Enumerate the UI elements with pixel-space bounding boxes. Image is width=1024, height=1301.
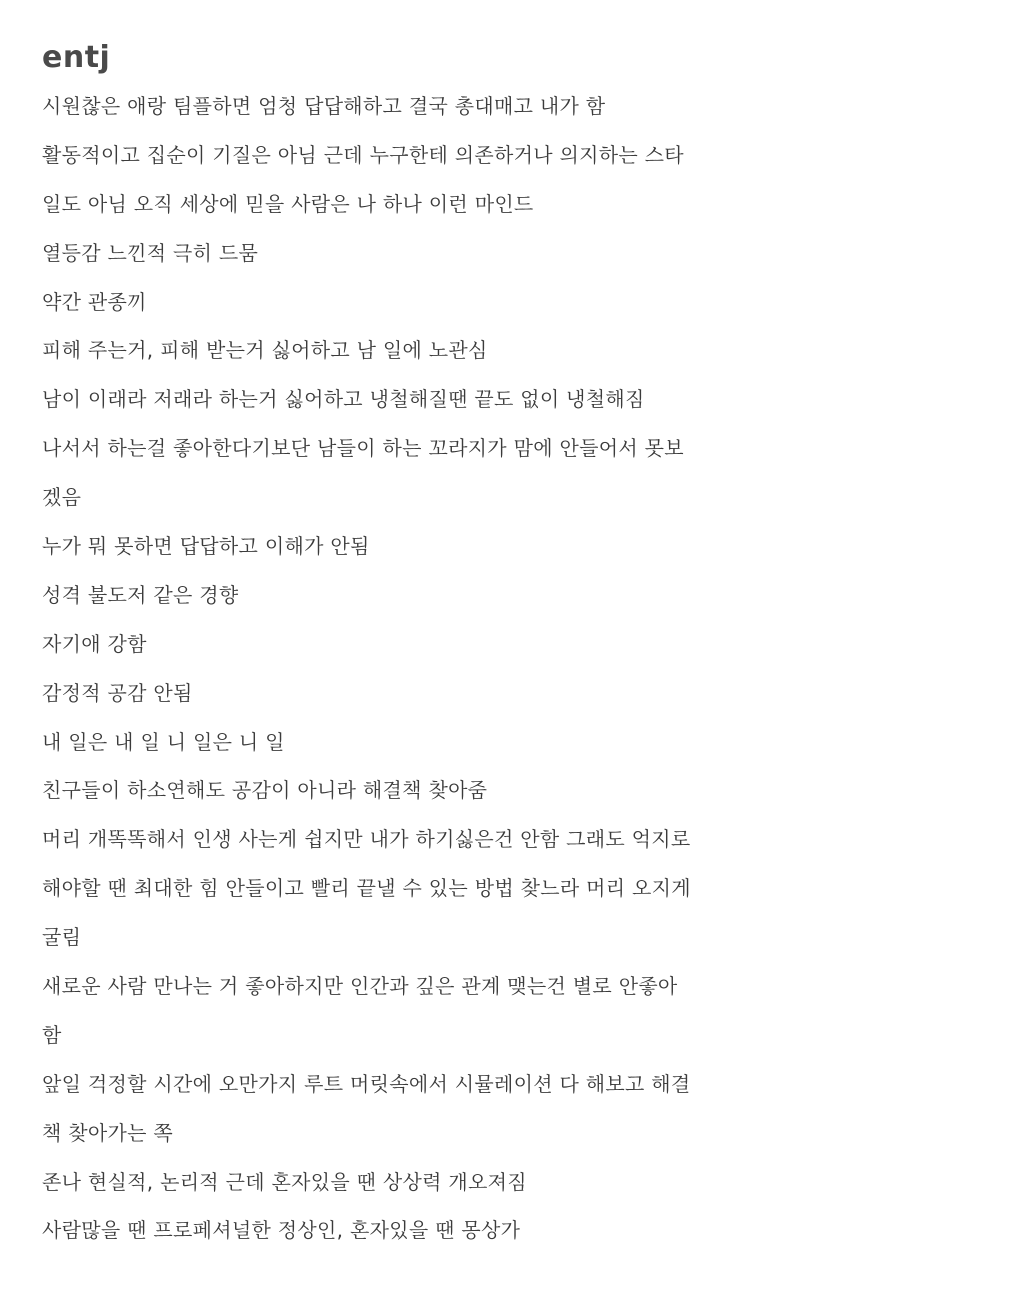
post-line: 굴림 — [42, 925, 82, 950]
post-line: 해야할 땐 최대한 힘 안들이고 빨리 끝낼 수 있는 방법 찾느라 머리 오지게 — [42, 876, 691, 901]
post-line: 사람많을 땐 프로페셔널한 정상인, 혼자있을 땐 몽상가 — [42, 1218, 521, 1243]
post-line: 남이 이래라 저래라 하는거 싫어하고 냉철해질땐 끝도 없이 냉철해짐 — [42, 387, 645, 412]
post-line: 함 — [42, 1022, 62, 1047]
post-line: 나서서 하는걸 좋아한다기보단 남들이 하는 꼬라지가 맘에 안들어서 못보 — [42, 436, 684, 461]
post-line: 활동적이고 집순이 기질은 아님 근데 누구한테 의존하거나 의지하는 스타 — [42, 142, 684, 167]
post-line: 친구들이 하소연해도 공감이 아니라 해결책 찾아줌 — [42, 778, 488, 803]
post-title: entj — [42, 40, 111, 75]
post-line: 시원찮은 애랑 팀플하면 엄청 답답해하고 결국 총대매고 내가 함 — [42, 94, 606, 118]
post-line: 열등감 느낀적 극히 드뭄 — [42, 240, 259, 265]
post-line: 일도 아님 오직 세상에 믿을 사람은 나 하나 이런 마인드 — [42, 191, 534, 216]
post-line: 책 찾아가는 쪽 — [42, 1120, 174, 1145]
post-line: 존나 현실적, 논리적 근데 혼자있을 땐 상상력 개오져짐 — [42, 1169, 527, 1194]
post-line: 피해 주는거, 피해 받는거 싫어하고 남 일에 노관심 — [42, 338, 488, 363]
post-line: 자기애 강함 — [42, 631, 147, 656]
post-line: 머리 개똑똑해서 인생 사는게 쉽지만 내가 하기싫은건 안함 그래도 억지로 — [42, 827, 691, 852]
post-line: 감정적 공감 안됨 — [42, 680, 193, 705]
post-line: 새로운 사람 만나는 거 좋아하지만 인간과 깊은 관계 맺는건 별로 안좋아 — [42, 974, 678, 999]
post-line: 약간 관종끼 — [42, 289, 147, 314]
post-line: 성격 불도저 같은 경향 — [42, 582, 239, 607]
post-line: 내 일은 내 일 니 일은 니 일 — [42, 729, 285, 754]
post-line: 앞일 걱정할 시간에 오만가지 루트 머릿속에서 시뮬레이션 다 해보고 해결 — [42, 1071, 691, 1096]
post-line: 겠음 — [42, 485, 82, 510]
post-body — [42, 36, 1002, 1255]
post-line: 누가 뭐 못하면 답답하고 이해가 안됨 — [42, 534, 370, 559]
post-lines — [42, 82, 1002, 1255]
